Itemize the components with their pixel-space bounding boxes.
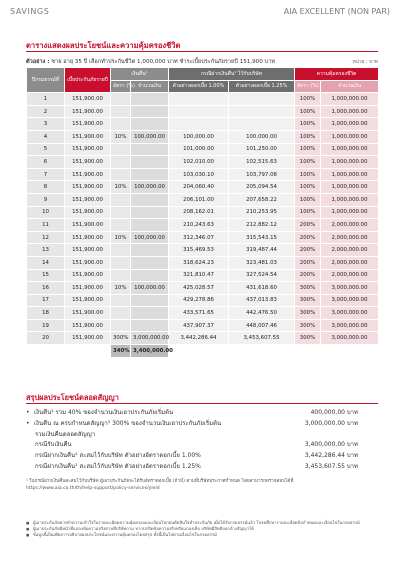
coverage-amount-cell: 2,000,000.00 [321, 231, 379, 244]
disclaimer-note: ■ ผู้เอาประกันภัยควรทำความเข้าใจในรายละเอียดความคุ้มครองและเงื่อนไขก่อนตัดสินใจทำประกันภัย เมื่อได้รับกรมธรรม์แล้ว โปรดศึกษารายละเอียดข้อกำหนดและเงื่อนไขในกรมธรรม์ [26, 520, 382, 526]
cash-back-amount-cell [131, 193, 169, 206]
deposit-100-cell: 101,000.00 [169, 143, 229, 156]
deposit-125-cell: 205,094.54 [229, 181, 295, 194]
table-row [27, 181, 379, 194]
summary-item [26, 428, 378, 439]
cash-back-rate-cell: 300% [111, 332, 131, 345]
summary-bullet: • [26, 409, 30, 416]
cash-back-rate-cell [111, 93, 131, 106]
year-cell: 1 [27, 93, 65, 106]
deposit-125-cell: 101,250.00 [229, 143, 295, 156]
coverage-amount-cell: 2,000,000.00 [321, 219, 379, 232]
deposit-100-cell: 204,060.40 [169, 181, 229, 194]
year-cell: 5 [27, 143, 65, 156]
coverage-amount-cell: 3,000,000.00 [321, 282, 379, 295]
summary-item [26, 406, 378, 417]
summary-value: 3,442,286.44 บาท [304, 452, 358, 460]
summary-item [26, 438, 378, 449]
year-cell: 11 [27, 219, 65, 232]
summary-value: 3,000,000.00 บาท [304, 419, 358, 427]
table-row [27, 294, 379, 307]
coverage-amount-cell: 1,000,000.00 [321, 193, 379, 206]
coverage-amount-cell: 1,000,000.00 [321, 206, 379, 219]
year-cell: 15 [27, 269, 65, 282]
table-row [27, 282, 379, 295]
cash-back-amount-cell [131, 307, 169, 320]
coverage-rate-cell: 100% [295, 156, 321, 169]
coverage-rate-cell: 300% [295, 294, 321, 307]
footnote-text: ¹ ในกรณีฝากเงินคืนสะสมไว้กับบริษัท ผู้เอาประกันภัยจะได้รับอัตราดอกเบี้ย (ถ้ามี) ตามที่บริษัทประกาศกำหนด โดยสามารถตรวจสอบได้ที่ [26, 479, 294, 484]
header-coverage: ความคุ้มครองชีวิต [295, 68, 379, 81]
summary-value: 3,453,607.55 บาท [304, 462, 358, 470]
table-row [27, 118, 379, 131]
cash-back-rate-cell [111, 206, 131, 219]
deposit-100-cell: 103,030.10 [169, 168, 229, 181]
coverage-amount-cell: 1,000,000.00 [321, 168, 379, 181]
year-cell: 13 [27, 244, 65, 257]
cash-back-rate-cell [111, 156, 131, 169]
deposit-100-cell: 429,278.86 [169, 294, 229, 307]
disclaimer-notes [26, 520, 382, 538]
summary-title: สรุปผลประโยชน์ตลอดสัญญา [26, 393, 119, 402]
deposit-100-cell [169, 93, 229, 106]
year-cell: 18 [27, 307, 65, 320]
cash-back-rate-cell [111, 143, 131, 156]
coverage-rate-cell: 300% [295, 307, 321, 320]
cash-back-amount-cell: 100,000.00 [131, 282, 169, 295]
deposit-125-cell: 207,658.22 [229, 193, 295, 206]
deposit-125-cell: 327,524.54 [229, 269, 295, 282]
table-row [27, 193, 379, 206]
coverage-rate-cell: 100% [295, 206, 321, 219]
benefit-table [26, 67, 379, 358]
table-row [27, 319, 379, 332]
coverage-amount-cell: 3,000,000.00 [321, 294, 379, 307]
table-row [27, 219, 379, 232]
deposit-100-cell [169, 118, 229, 131]
cash-back-rate-cell: 10% [111, 181, 131, 194]
cash-back-rate-cell: 10% [111, 231, 131, 244]
cash-back-rate-cell [111, 219, 131, 232]
coverage-rate-cell: 100% [295, 118, 321, 131]
deposit-125-cell: 323,481.03 [229, 256, 295, 269]
coverage-amount-cell: 1,000,000.00 [321, 118, 379, 131]
coverage-rate-cell: 300% [295, 319, 321, 332]
year-cell: 19 [27, 319, 65, 332]
deposit-100-cell: 102,010.00 [169, 156, 229, 169]
summary-item [26, 417, 378, 428]
coverage-amount-cell: 3,000,000.00 [321, 307, 379, 320]
deposit-100-cell: 210,243.63 [169, 219, 229, 232]
summary-item [26, 460, 378, 471]
cash-back-rate-cell [111, 168, 131, 181]
cash-back-amount-cell: 100,000.00 [131, 181, 169, 194]
benefit-table-title: ตารางแสดงผลประโยชน์และความคุ้มครองชีวิต [26, 41, 181, 50]
deposit-125-cell [229, 118, 295, 131]
total-cash-back-rate: 340% [111, 345, 131, 358]
summary-label: กรณีฝากเงินคืน¹ สะสมไว้กับบริษัท ตัวอย่างอัตราดอกเบี้ย 1.00% [35, 452, 201, 460]
table-total-row [27, 345, 379, 358]
title-divider [26, 51, 378, 52]
cash-back-amount-cell: 100,000.00 [131, 231, 169, 244]
cash-back-amount-cell [131, 156, 169, 169]
year-cell: 10 [27, 206, 65, 219]
table-row [27, 231, 379, 244]
deposit-125-cell: 431,618.60 [229, 282, 295, 295]
coverage-rate-cell: 100% [295, 193, 321, 206]
deposit-100-cell: 3,442,286.44 [169, 332, 229, 345]
table-row [27, 332, 379, 345]
header-year: ปีกรมธรรม์ที่ [27, 68, 65, 93]
example-label: ตัวอย่าง : [26, 59, 50, 65]
deposit-100-cell: 437,907.37 [169, 319, 229, 332]
year-cell: 2 [27, 105, 65, 118]
cash-back-rate-cell [111, 105, 131, 118]
header-coverage-rate: อัตรา (%) [295, 80, 321, 93]
coverage-amount-cell: 1,000,000.00 [321, 130, 379, 143]
summary-item [26, 449, 378, 460]
cash-back-rate-cell [111, 319, 131, 332]
premium-cell: 151,900.00 [65, 118, 111, 131]
coverage-rate-cell: 100% [295, 105, 321, 118]
disclaimer-note: ■ ข้อมูลนี้เป็นเพียงการอธิบายผลประโยชน์และความคุ้มครองโดยสรุป ทั้งนี้เป็นไปตามเงื่อนไขในกรมธรรม์ [26, 532, 382, 538]
cash-back-rate-cell [111, 118, 131, 131]
premium-cell: 151,900.00 [65, 282, 111, 295]
cash-back-amount-cell [131, 256, 169, 269]
cash-back-amount-cell [131, 244, 169, 257]
summary-list [26, 406, 378, 471]
year-cell: 17 [27, 294, 65, 307]
deposit-125-cell: 102,515.63 [229, 156, 295, 169]
premium-cell: 151,900.00 [65, 269, 111, 282]
cash-back-rate-cell [111, 307, 131, 320]
disclaimer-note: ■ ผู้เอาประกันภัยมีหน้าที่แถลงข้อความจริงตามที่บริษัทถาม หากปกปิดข้อความจริงหรือแถลงเท็จ บริษัทมีสิทธิบอกล้างสัญญาได้ [26, 526, 382, 532]
example-line [26, 58, 356, 66]
coverage-rate-cell: 100% [295, 181, 321, 194]
cash-back-amount-cell [131, 219, 169, 232]
summary-divider [26, 403, 378, 404]
deposit-125-cell: 437,013.83 [229, 294, 295, 307]
premium-cell: 151,900.00 [65, 156, 111, 169]
cash-back-rate-cell [111, 269, 131, 282]
premium-cell: 151,900.00 [65, 294, 111, 307]
year-cell: 4 [27, 130, 65, 143]
coverage-amount-cell: 1,000,000.00 [321, 143, 379, 156]
table-row [27, 256, 379, 269]
deposit-100-cell: 425,028.57 [169, 282, 229, 295]
year-cell: 8 [27, 181, 65, 194]
table-row [27, 168, 379, 181]
unit-label: หน่วย : บาท [352, 60, 378, 65]
table-row [27, 156, 379, 169]
premium-cell: 151,900.00 [65, 143, 111, 156]
deposit-100-cell: 208,162.01 [169, 206, 229, 219]
deposit-125-cell: 315,543.15 [229, 231, 295, 244]
coverage-rate-cell: 200% [295, 269, 321, 282]
table-row [27, 130, 379, 143]
cash-back-rate-cell [111, 256, 131, 269]
premium-cell: 151,900.00 [65, 181, 111, 194]
deposit-125-cell: 100,000.00 [229, 130, 295, 143]
cash-back-amount-cell [131, 319, 169, 332]
summary-bullet: • [26, 419, 30, 427]
summary-label: เงินคืน ณ ครบกำหนดสัญญา¹ 300% ของจำนวนเงินเอาประกันภัยเริ่มต้น [34, 419, 222, 427]
deposit-125-cell: 3,453,607.55 [229, 332, 295, 345]
year-cell: 3 [27, 118, 65, 131]
table-row [27, 244, 379, 257]
section-label: SAVINGS [10, 7, 50, 16]
cash-back-rate-cell: 10% [111, 282, 131, 295]
coverage-amount-cell: 3,000,000.00 [321, 319, 379, 332]
cash-back-rate-cell [111, 244, 131, 257]
page-header [0, 0, 400, 24]
header-cash-back-amount: จำนวนเงิน [131, 80, 169, 93]
cash-back-amount-cell [131, 269, 169, 282]
header-deposit-100: ตัวอย่างดอกเบี้ย 1.00% [169, 80, 229, 93]
header-deposit-125: ตัวอย่างดอกเบี้ย 1.25% [229, 80, 295, 93]
year-cell: 16 [27, 282, 65, 295]
cash-back-amount-cell: 3,000,000.00 [131, 332, 169, 345]
coverage-amount-cell: 1,000,000.00 [321, 156, 379, 169]
premium-cell: 151,900.00 [65, 307, 111, 320]
coverage-rate-cell: 100% [295, 168, 321, 181]
deposit-125-cell: 319,487.44 [229, 244, 295, 257]
premium-cell: 151,900.00 [65, 93, 111, 106]
coverage-rate-cell: 300% [295, 282, 321, 295]
cash-back-rate-cell: 10% [111, 130, 131, 143]
summary-label: กรณีรับเงินคืน [35, 441, 72, 449]
deposit-125-cell [229, 105, 295, 118]
coverage-amount-cell: 1,000,000.00 [321, 181, 379, 194]
deposit-100-cell: 321,810.47 [169, 269, 229, 282]
premium-cell: 151,900.00 [65, 332, 111, 345]
premium-cell: 151,900.00 [65, 105, 111, 118]
header-deposit: กรณีฝากเงินคืน¹ ไว้กับบริษัท [169, 68, 295, 81]
coverage-amount-cell: 1,000,000.00 [321, 105, 379, 118]
premium-cell: 151,900.00 [65, 256, 111, 269]
deposit-100-cell: 312,346.07 [169, 231, 229, 244]
coverage-rate-cell: 200% [295, 231, 321, 244]
benefit-table-body [27, 93, 379, 345]
premium-cell: 151,900.00 [65, 130, 111, 143]
footnote-link[interactable]: https://www.aia.co.th/th/help-support/policy-services/yield [26, 486, 160, 491]
deposit-100-cell: 100,000.00 [169, 130, 229, 143]
premium-cell: 151,900.00 [65, 168, 111, 181]
total-cash-back-amount: 3,400,000.00 [131, 345, 169, 358]
deposit-100-cell [169, 105, 229, 118]
table-row [27, 206, 379, 219]
deposit-100-cell: 315,469.53 [169, 244, 229, 257]
deposit-100-cell: 206,101.00 [169, 193, 229, 206]
table-row [27, 105, 379, 118]
cash-back-rate-cell [111, 193, 131, 206]
coverage-rate-cell: 300% [295, 332, 321, 345]
cash-back-amount-cell [131, 143, 169, 156]
coverage-rate-cell: 100% [295, 143, 321, 156]
header-premium: เบี้ยประกันภัยรายปี [65, 68, 111, 93]
year-cell: 14 [27, 256, 65, 269]
coverage-rate-cell: 200% [295, 219, 321, 232]
summary-label: เงินคืน¹ รวม 40% ของจำนวนเงินเอาประกันภัยเริ่มต้น [34, 409, 174, 416]
coverage-rate-cell: 200% [295, 244, 321, 257]
premium-cell: 151,900.00 [65, 219, 111, 232]
premium-cell: 151,900.00 [65, 244, 111, 257]
header-cash-back: เงินคืน¹ [111, 68, 169, 81]
cash-back-rate-cell [111, 294, 131, 307]
summary-label: กรณีฝากเงินคืน¹ สะสมไว้กับบริษัท ตัวอย่างอัตราดอกเบี้ย 1.25% [35, 462, 201, 470]
coverage-rate-cell: 100% [295, 93, 321, 106]
coverage-amount-cell: 3,000,000.00 [321, 332, 379, 345]
premium-cell: 151,900.00 [65, 231, 111, 244]
cash-back-amount-cell [131, 294, 169, 307]
coverage-rate-cell: 200% [295, 256, 321, 269]
deposit-125-cell [229, 93, 295, 106]
deposit-125-cell: 448,007.46 [229, 319, 295, 332]
cash-back-amount-cell [131, 206, 169, 219]
coverage-amount-cell: 2,000,000.00 [321, 269, 379, 282]
cash-back-amount-cell [131, 93, 169, 106]
product-name: AIA EXCELLENT (NON PAR) [283, 7, 390, 16]
header-coverage-amount: จำนวนเงิน [321, 80, 379, 93]
cash-back-amount-cell [131, 118, 169, 131]
premium-cell: 151,900.00 [65, 319, 111, 332]
table-row [27, 307, 379, 320]
deposit-125-cell: 103,797.08 [229, 168, 295, 181]
coverage-amount-cell: 1,000,000.00 [321, 93, 379, 106]
summary-value: 3,400,000.00 บาท [304, 441, 358, 449]
example-text: ชาย อายุ 35 ปี เลือกทำประกันชีวิต 1,000,000 บาท ชำระเบี้ยประกันภัยรายปี 151,900 บาท [51, 59, 275, 65]
deposit-100-cell: 433,571.65 [169, 307, 229, 320]
year-cell: 9 [27, 193, 65, 206]
deposit-125-cell: 442,476.50 [229, 307, 295, 320]
header-cash-back-rate: อัตรา (%) [111, 80, 131, 93]
deposit-125-cell: 212,882.12 [229, 219, 295, 232]
summary-value: 400,000.00 บาท [310, 409, 358, 416]
cash-back-amount-cell: 100,000.00 [131, 130, 169, 143]
premium-cell: 151,900.00 [65, 193, 111, 206]
deposit-125-cell: 210,253.95 [229, 206, 295, 219]
coverage-amount-cell: 2,000,000.00 [321, 244, 379, 257]
premium-cell: 151,900.00 [65, 206, 111, 219]
coverage-amount-cell: 2,000,000.00 [321, 256, 379, 269]
year-cell: 20 [27, 332, 65, 345]
year-cell: 12 [27, 231, 65, 244]
coverage-rate-cell: 100% [295, 130, 321, 143]
year-cell: 7 [27, 168, 65, 181]
summary-label: รวมเงินคืนตลอดสัญญา [35, 430, 96, 438]
table-row [27, 93, 379, 106]
cash-back-amount-cell [131, 168, 169, 181]
year-cell: 6 [27, 156, 65, 169]
footnote [26, 478, 378, 492]
table-row [27, 269, 379, 282]
cash-back-amount-cell [131, 105, 169, 118]
table-row [27, 143, 379, 156]
deposit-100-cell: 318,624.23 [169, 256, 229, 269]
